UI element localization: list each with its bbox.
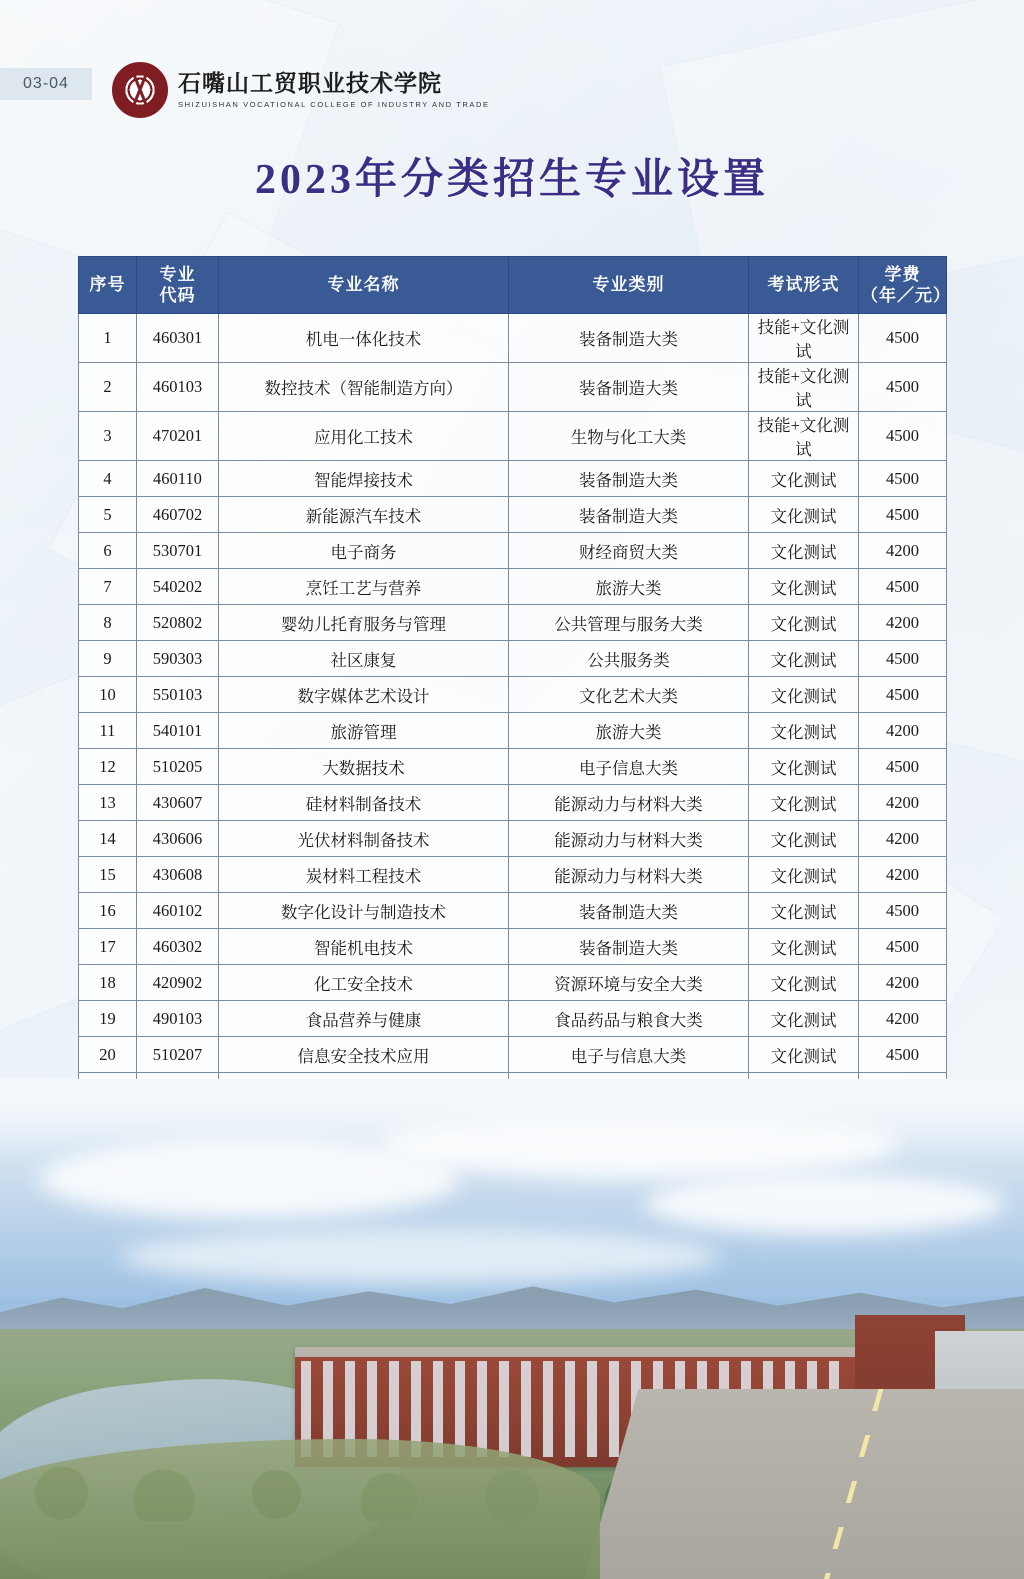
table-row (79, 533, 947, 569)
cell-index: 20 (79, 1037, 137, 1073)
cell-exam: 文化测试 (749, 857, 859, 893)
cell-code: 430608 (137, 857, 219, 893)
cell-name: 新能源汽车技术 (219, 497, 509, 533)
photo-foreground (0, 1439, 600, 1579)
col-header-code: 专业 代码 (137, 257, 219, 314)
cell-code: 510205 (137, 749, 219, 785)
cell-index: 11 (79, 713, 137, 749)
table-row (79, 1001, 947, 1037)
cell-fee: 4500 (859, 497, 947, 533)
cell-code: 460103 (137, 363, 219, 412)
table-row (79, 497, 947, 533)
cell-category: 装备制造大类 (509, 461, 749, 497)
cell-category: 旅游大类 (509, 569, 749, 605)
campus-photo (0, 1079, 1024, 1579)
cell-fee: 4200 (859, 785, 947, 821)
cell-index: 16 (79, 893, 137, 929)
school-logo-icon (112, 62, 168, 118)
cell-exam: 技能+文化测试 (749, 412, 859, 461)
cell-name: 电子商务 (219, 533, 509, 569)
cell-code: 520802 (137, 605, 219, 641)
cell-category: 旅游大类 (509, 713, 749, 749)
cell-fee: 4200 (859, 821, 947, 857)
cell-index: 6 (79, 533, 137, 569)
cell-code: 460702 (137, 497, 219, 533)
cell-category: 公共管理与服务大类 (509, 605, 749, 641)
table-row (79, 363, 947, 412)
table-row (79, 713, 947, 749)
cell-index: 14 (79, 821, 137, 857)
cell-category: 装备制造大类 (509, 314, 749, 363)
table-header-row (79, 257, 947, 314)
cell-category: 能源动力与材料大类 (509, 785, 749, 821)
cell-index: 2 (79, 363, 137, 412)
table-row (79, 821, 947, 857)
photo-cloud (644, 1174, 1004, 1234)
cell-code: 470201 (137, 412, 219, 461)
majors-table-body (79, 314, 947, 1109)
cell-category: 文化艺术大类 (509, 677, 749, 713)
cell-code: 550103 (137, 677, 219, 713)
table-row (79, 605, 947, 641)
cell-name: 智能机电技术 (219, 929, 509, 965)
cell-name: 数字媒体艺术设计 (219, 677, 509, 713)
cell-fee: 4500 (859, 929, 947, 965)
cell-name: 智能焊接技术 (219, 461, 509, 497)
cell-fee: 4200 (859, 1001, 947, 1037)
cell-fee: 4500 (859, 749, 947, 785)
school-name-en: SHIZUISHAN VOCATIONAL COLLEGE OF INDUSTRY AND TRADE (178, 100, 490, 110)
cell-category: 资源环境与安全大类 (509, 965, 749, 1001)
cell-fee: 4200 (859, 857, 947, 893)
cell-category: 装备制造大类 (509, 363, 749, 412)
table-row (79, 412, 947, 461)
table-row (79, 857, 947, 893)
cell-index: 15 (79, 857, 137, 893)
table-row (79, 785, 947, 821)
cell-index: 12 (79, 749, 137, 785)
table-row (79, 677, 947, 713)
photo-cloud (120, 1229, 720, 1284)
cell-category: 能源动力与材料大类 (509, 857, 749, 893)
cell-category: 财经商贸大类 (509, 533, 749, 569)
cell-name: 婴幼儿托育服务与管理 (219, 605, 509, 641)
table-row (79, 314, 947, 363)
cell-exam: 文化测试 (749, 605, 859, 641)
cell-code: 460110 (137, 461, 219, 497)
cell-fee: 4200 (859, 965, 947, 1001)
cell-category: 电子与信息大类 (509, 1037, 749, 1073)
cell-fee: 4500 (859, 893, 947, 929)
cell-name: 化工安全技术 (219, 965, 509, 1001)
cell-fee: 4500 (859, 569, 947, 605)
photo-top-fade (0, 1079, 1024, 1149)
table-row (79, 1037, 947, 1073)
cell-exam: 文化测试 (749, 1001, 859, 1037)
cell-name: 信息安全技术应用 (219, 1037, 509, 1073)
table-row (79, 749, 947, 785)
cell-index: 13 (79, 785, 137, 821)
cell-fee: 4200 (859, 713, 947, 749)
cell-code: 540101 (137, 713, 219, 749)
cell-exam: 文化测试 (749, 461, 859, 497)
cell-exam: 文化测试 (749, 533, 859, 569)
cell-exam: 文化测试 (749, 497, 859, 533)
cell-name: 数字化设计与制造技术 (219, 893, 509, 929)
cell-code: 510207 (137, 1037, 219, 1073)
cell-exam: 文化测试 (749, 677, 859, 713)
cell-exam: 文化测试 (749, 965, 859, 1001)
table-row (79, 569, 947, 605)
col-header-fee: 学费 （年／元） (859, 257, 947, 314)
cell-category: 公共服务类 (509, 641, 749, 677)
cell-name: 数控技术（智能制造方向） (219, 363, 509, 412)
cell-category: 生物与化工大类 (509, 412, 749, 461)
cell-exam: 文化测试 (749, 785, 859, 821)
cell-index: 9 (79, 641, 137, 677)
col-header-name: 专业名称 (219, 257, 509, 314)
cell-exam: 文化测试 (749, 749, 859, 785)
cell-code: 460102 (137, 893, 219, 929)
cell-exam: 文化测试 (749, 929, 859, 965)
cell-fee: 4200 (859, 605, 947, 641)
cell-category: 电子信息大类 (509, 749, 749, 785)
table-row (79, 965, 947, 1001)
cell-code: 490103 (137, 1001, 219, 1037)
cell-index: 3 (79, 412, 137, 461)
cell-category: 装备制造大类 (509, 893, 749, 929)
photo-road (584, 1389, 1024, 1579)
cell-code: 540202 (137, 569, 219, 605)
cell-index: 7 (79, 569, 137, 605)
table-row (79, 461, 947, 497)
cell-fee: 4200 (859, 533, 947, 569)
cell-category: 能源动力与材料大类 (509, 821, 749, 857)
page-title: 2023年分类招生专业设置 (254, 157, 769, 203)
col-header-exam: 考试形式 (749, 257, 859, 314)
cell-fee: 4500 (859, 641, 947, 677)
cell-index: 19 (79, 1001, 137, 1037)
cell-exam: 文化测试 (749, 569, 859, 605)
cell-fee: 4500 (859, 461, 947, 497)
cell-name: 机电一体化技术 (219, 314, 509, 363)
majors-table-container (78, 256, 951, 1109)
cell-name: 硅材料制备技术 (219, 785, 509, 821)
cell-code: 430606 (137, 821, 219, 857)
cell-exam: 文化测试 (749, 821, 859, 857)
cell-index: 10 (79, 677, 137, 713)
cell-index: 4 (79, 461, 137, 497)
cell-code: 590303 (137, 641, 219, 677)
school-brand (112, 62, 490, 118)
cell-name: 社区康复 (219, 641, 509, 677)
cell-fee: 4500 (859, 363, 947, 412)
cell-name: 烹饪工艺与营养 (219, 569, 509, 605)
col-header-category: 专业类别 (509, 257, 749, 314)
cell-code: 530701 (137, 533, 219, 569)
cell-code: 460301 (137, 314, 219, 363)
cell-fee: 4500 (859, 412, 947, 461)
cell-fee: 4500 (859, 1037, 947, 1073)
cell-index: 8 (79, 605, 137, 641)
cell-exam: 技能+文化测试 (749, 363, 859, 412)
majors-table (78, 256, 951, 1109)
cell-code: 430607 (137, 785, 219, 821)
cell-index: 18 (79, 965, 137, 1001)
cell-fee: 4500 (859, 314, 947, 363)
cell-category: 装备制造大类 (509, 929, 749, 965)
cell-name: 旅游管理 (219, 713, 509, 749)
school-name-cn: 石嘴山工贸职业技术学院 (178, 70, 442, 96)
col-header-index: 序号 (79, 257, 137, 314)
cell-category: 食品药品与粮食大类 (509, 1001, 749, 1037)
cell-exam: 文化测试 (749, 893, 859, 929)
cell-index: 1 (79, 314, 137, 363)
cell-exam: 技能+文化测试 (749, 314, 859, 363)
page-number: 03-04 (0, 68, 92, 100)
cell-category: 装备制造大类 (509, 497, 749, 533)
cell-fee: 4500 (859, 677, 947, 713)
cell-index: 17 (79, 929, 137, 965)
cell-exam: 文化测试 (749, 641, 859, 677)
cell-code: 420902 (137, 965, 219, 1001)
table-row (79, 893, 947, 929)
table-row (79, 929, 947, 965)
cell-name: 大数据技术 (219, 749, 509, 785)
table-row (79, 641, 947, 677)
cell-index: 5 (79, 497, 137, 533)
cell-exam: 文化测试 (749, 1037, 859, 1073)
cell-name: 应用化工技术 (219, 412, 509, 461)
cell-name: 光伏材料制备技术 (219, 821, 509, 857)
cell-name: 炭材料工程技术 (219, 857, 509, 893)
cell-exam: 文化测试 (749, 713, 859, 749)
cell-code: 460302 (137, 929, 219, 965)
cell-name: 食品营养与健康 (219, 1001, 509, 1037)
